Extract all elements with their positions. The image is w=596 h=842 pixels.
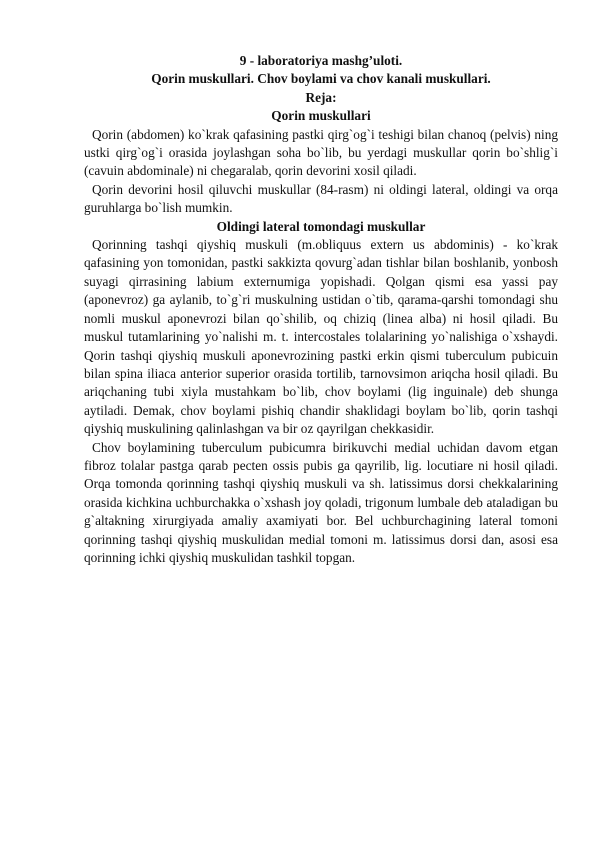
- lab-title: 9 - laboratoriya mashg’uloti.: [239, 53, 403, 68]
- paragraph-external-oblique: Qorinning tashqi qiyshiq muskuli (m.obliquus extern us abdominis) - ko`krak qafasining yon tomonidan, pastki sakkizta qovurg`adan tishlar bilan boshlanib, yonbosh suyagi qirrasining labium externumiga yopishadi. Qolgan qismi esa yassi pay (aponevroz) ga aylanib, to`g`ri muskulning ustidan o`tib, qarama-qarshi tomondagi shu nomli muskul aponevrozi bilan qo`shilib, oq chiziq (linea alba) ni hosil qiladi. Bu muskul tutamlarining yo`nalishi m. t. intercostales tolalarining yo`nalishiga o`xshaydi. Qorin tashqi qiyshiq muskuli aponevrozining pastki erkin qismi tuberculum pubicuin bilan spina iliaca anterior superior orasida tortilib, tarnovsimon ariqcha hosil qiladi. Bu ariqchaning tubi xiyla mustahkam bo`lib, chov boylami (lig inguinale) deb shunga aytiladi. Demak, chov boylami pishiq chandir shaklidagi boylam bo`lib, qorin tashqi qiyshiq muskulining qalinlashgan va bir oz qayrilgan chekkasidir.: [84, 237, 558, 437]
- section-heading-anterolateral-muscles: Oldingi lateral tomondagi muskullar: [216, 218, 426, 234]
- paragraph-inguinal-ligament: Chov boylamining tuberculum pubicumra birikuvchi medial uchidan davom etgan fibroz tolalar pastga qarab pecten ossis pubis ga qayrilib, lig. locutiare ni hosil qiladi. Orqa tomonda qorinning tashqi qiyshiq muskuli va sh. latissimus dorsi chekkalarining orasida kichkina uchburchakka o`xshash joy qoladi, trigonum lumbale deb ataladigan bu g`altakning xirurgiyada amaliy axamiyati bor. Bel uchburchagining lateral tomoni qorinning tashqi qiyshiq muskulidan medial tomoni m. latissimus dorsi dan, asosi esa qorinning ichki qiyshiq muskulidan tashkil topgan.: [84, 439, 558, 565]
- paragraph-muscle-groups: Qorin devorini hosil qiluvchi muskullar (84-rasm) ni oldingi lateral, oldingi va orqa guruhlarga bo`lish mumkin.: [84, 181, 558, 216]
- section-heading-abdominal-muscles: Qorin muskullari: [271, 108, 371, 124]
- plan-label: Reja:: [305, 89, 337, 105]
- topic-title: Qorin muskullari. Chov boylami va chov kanali muskullari.: [151, 71, 491, 87]
- paragraph-abdomen-definition: Qorin (abdomen) ko`krak qafasining pastki qirg`og`i teshigi bilan chanoq (pelvis) ning ustki qirg`og`i orasida joylashgan soha bo`lib, bu yerdagi muskullar qorin bo`shlig`i (cavuin abdominale) ni chegaralab, qorin devorini xosil qiladi.: [84, 126, 558, 179]
- document-page: [84, 52, 558, 567]
